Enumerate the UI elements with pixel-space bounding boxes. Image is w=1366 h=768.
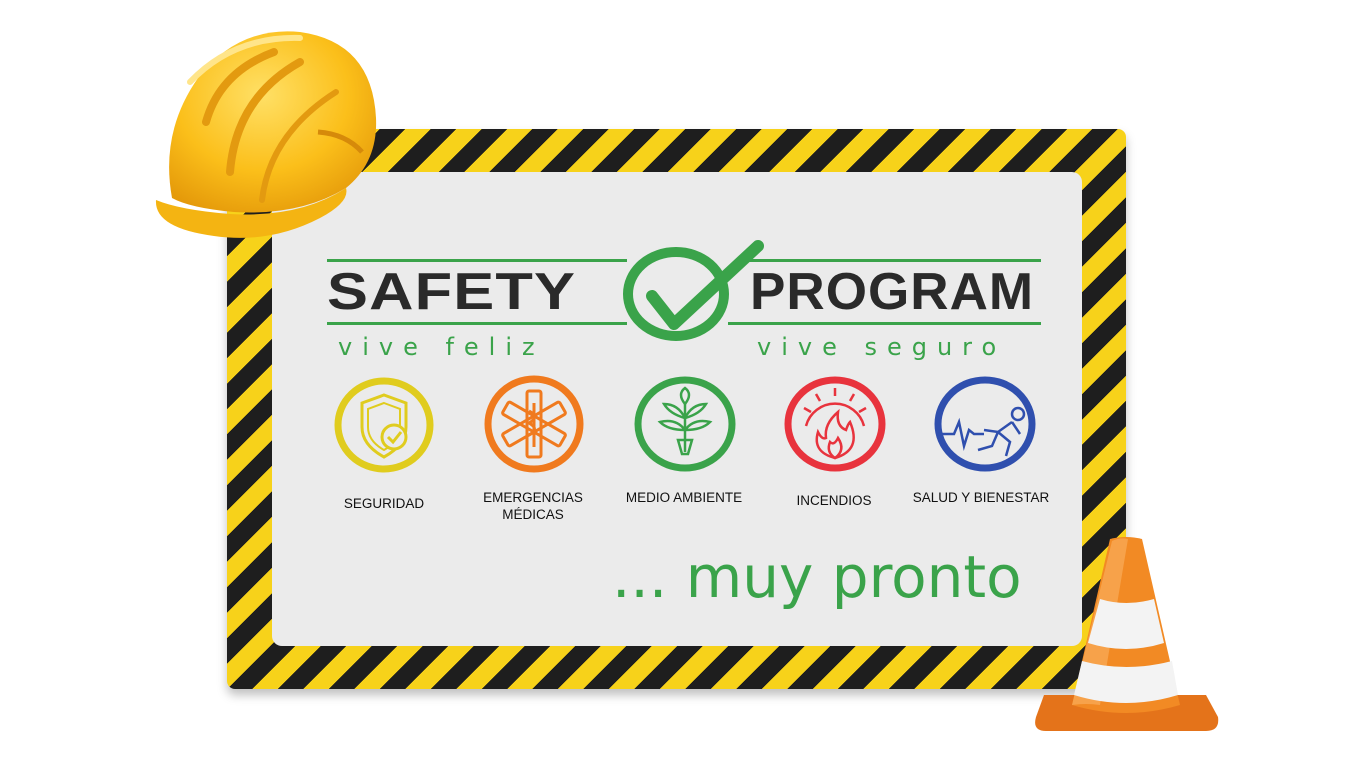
category-label-emergencias: EMERGENCIAS MÉDICAS bbox=[483, 490, 583, 522]
logo-top-line-right bbox=[748, 259, 1041, 262]
logo-bottom-line-right bbox=[728, 322, 1041, 325]
star-of-life-icon bbox=[482, 373, 586, 475]
runner-icon bbox=[932, 374, 1038, 474]
plant-icon bbox=[632, 374, 738, 474]
hard-hat-icon bbox=[150, 22, 382, 244]
tagline-right: vive seguro bbox=[757, 333, 1007, 361]
category-label-seguridad: SEGURIDAD bbox=[343, 496, 425, 511]
category-label-medio-ambiente: MEDIO AMBIENTE bbox=[625, 490, 743, 505]
logo-word-safety: SAFETY bbox=[327, 263, 577, 321]
logo-top-line bbox=[327, 259, 627, 262]
logo-bottom-line bbox=[327, 322, 627, 325]
coming-soon-text: ... muy pronto bbox=[612, 543, 1022, 611]
shield-icon bbox=[332, 375, 436, 475]
category-label-incendios: INCENDIOS bbox=[796, 493, 872, 508]
category-label-salud: SALUD Y BIENESTAR bbox=[912, 490, 1050, 505]
fire-icon bbox=[782, 374, 888, 474]
check-mark-icon bbox=[618, 238, 766, 342]
tagline-left: vive feliz bbox=[338, 333, 545, 361]
logo-word-program: PROGRAM bbox=[750, 263, 1035, 321]
traffic-cone-icon bbox=[1030, 535, 1222, 733]
